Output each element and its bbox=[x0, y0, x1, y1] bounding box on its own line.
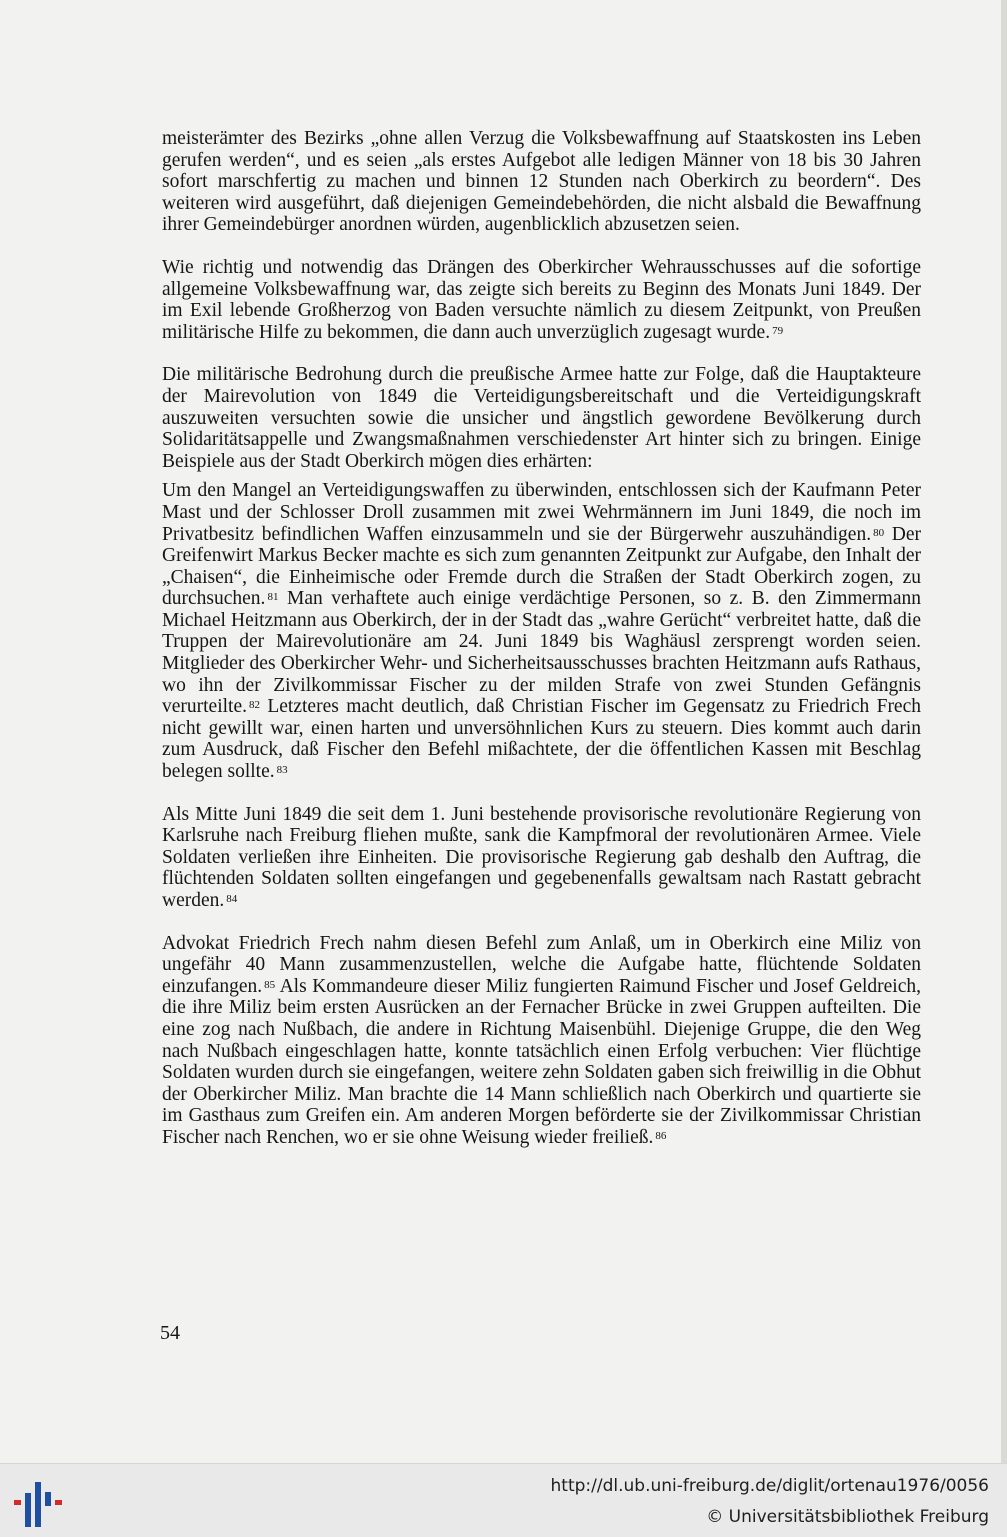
paragraph-4 bbox=[162, 480, 921, 782]
paragraph-5-text: Als Mitte Juni 1849 die seit dem 1. Juni bestehende provisorische revolutionäre Regierung von Karlsruhe nach Freiburg fliehen mußte, sank die Kampfmoral der revolutionären Armee. Viele Soldaten verließen ihre Einheiten. Die provisorische Regierung gab deshalb den Auftrag, die flüchtenden Soldaten sollten eingefangen und gegebenenfalls gewaltsam nach Rastatt gebracht werden. bbox=[162, 803, 921, 911]
paragraph-4-segment-3: Man verhaftete auch einige verdächtige Personen, so z. B. den Zimmermann Michael Heitzmann aus Oberkirch, der in der Stadt das „wahre Gerücht“ verbreitet hatte, daß die Truppen der Mairevolutionäre am 24. Juni 1849 bis Waghäusl zersprengt worden seien. Mitglieder des Oberkircher Wehr- und Sicherheitsausschusses brachten Heitzmann aufs Rathaus, wo ihn der Zivilkommissar Fischer zu der milden Strafe von zwei Stunden Gefängnis verurteilte. bbox=[162, 588, 921, 718]
paragraph-4-segment-2: Der Greifenwirt Markus Becker machte es sich zum genannten Zeitpunkt zur Aufgabe, den Inhalt der „Chaisen“, die Einheimische oder Fremde durch die Straßen der Stadt Oberkirch zogen, zu durchsuchen. bbox=[162, 523, 922, 610]
paragraph-2 bbox=[162, 257, 921, 343]
footnote-ref-84[interactable]: 84 bbox=[226, 893, 238, 905]
footnote-ref-86[interactable]: 86 bbox=[655, 1129, 667, 1142]
paragraph-2-text: Wie richtig und notwendig das Drängen des Oberkircher Wehrausschusses auf die sofortige allgemeine Volksbewaffnung war, das zeigte sich bereits zu Beginn des Monats Juni 1849. Der im Exil lebende Großherzog von Baden versuchte nämlich zu diesem Zeitpunkt, von Preußen militärische Hilfe zu bekommen, die dann auch unverzüglich zugesagt wurde. bbox=[162, 256, 921, 343]
copyright-notice: © Universitätsbibliothek Freiburg bbox=[706, 1507, 989, 1527]
footnote-ref-80[interactable]: 80 bbox=[873, 526, 885, 539]
paragraph-6-segment-2: Als Kommandeure dieser Miliz fungierten Raimund Fischer und Josef Geldreich, die ihre Miliz beim ersten Ausrücken an der Fernacher Brücke in zwei Gruppen aufteilten. Die eine zog nach Nußbach, die andere in Richtung Maisenbühl. Diejenige Gruppe, die den Weg nach Nußbach eingeschlagen hatte, konnte tatsächlich einen Erfolg verbuchen: Vier flüchtige Soldaten wurden durch sie eingefangen, weitere zehn Soldaten gaben sich freiwillig in die Obhut der Oberkircher Miliz. Man brachte die 14 Mann schließlich nach Oberkirch und quartierte sie im Gasthaus zum Greifen ein. Am anderen Morgen beförderte sie der Zivilkommissar Christian Fischer nach Renchen, wo er sie ohne Weisung wieder freiließ. bbox=[162, 975, 921, 1148]
paragraph-3-text: Die militärische Bedrohung durch die preußische Armee hatte zur Folge, daß die Hauptakteure der Mairevolution von 1849 die Verteidigungsbereitschaft und die Verteidigungskraft auszuweiten versuchten sowie die unsicher und ängstlich gewordene Bevölkerung durch Solidaritätsappelle und Zwangsmaßnahmen verschiedenster Art hinter sich zu bringen. Einige Beispiele aus der Stadt Oberkirch mögen dies erhärten: bbox=[162, 364, 921, 472]
paragraph-1-text: meisterämter des Bezirks „ohne allen Verzug die Volksbewaffnung auf Staatskosten ins Leben gerufen werden“, und es seien „als erstes Aufgebot alle ledigen Männer von 18 bis 30 Jahren sofort marschfertig zu machen und binnen 12 Stunden nach Oberkirch zu beordern“. Des weiteren wird ausgeführt, daß diejenigen Gemeindebehörden, die nicht alsbald die Bewaffnung ihrer Gemeindebürger anordnen würden, augenblicklich abzusetzen seien. bbox=[162, 128, 921, 236]
footnote-ref-82[interactable]: 82 bbox=[249, 699, 260, 712]
viewer-footer bbox=[0, 1463, 1007, 1537]
paragraph-4-segment-1: Um den Mangel an Verteidigungswaffen zu überwinden, entschlossen sich der Kaufmann Peter Mast und der Schlosser Droll zusammen mit zwei Wehrmännern im Juni 1849, die noch im Privatbesitz befindlichen Waffen einzusammeln und sie der Bürgerwehr auszuhändigen. bbox=[162, 480, 921, 545]
paragraph-3 bbox=[162, 364, 921, 472]
document-body bbox=[162, 128, 921, 1149]
paragraph-6 bbox=[162, 933, 921, 1149]
footnote-ref-83[interactable]: 83 bbox=[276, 764, 288, 777]
footnote-ref-85[interactable]: 85 bbox=[264, 978, 276, 991]
paragraph-5 bbox=[162, 804, 921, 912]
footnote-ref-79[interactable]: 79 bbox=[772, 324, 784, 337]
footnote-ref-81[interactable]: 81 bbox=[267, 591, 279, 604]
paragraph-6-segment-1: Advokat Friedrich Frech nahm diesen Befehl zum Anlaß, um in Oberkirch eine Miliz von ungefähr 40 Mann zusammenzustellen, welche die Aufgabe hatte, flüchtende Soldaten einzufangen. bbox=[162, 932, 921, 997]
ub-freiburg-logo-icon[interactable] bbox=[10, 1476, 66, 1532]
page-number: 54 bbox=[160, 1322, 180, 1344]
page-edge bbox=[1001, 0, 1007, 1463]
paragraph-4-segment-4: Letzteres macht deutlich, daß Christian Fischer im Gegensatz zu Friedrich Frech nicht gewillt war, einen harten und unversöhnlichen Kurs zu steuern. Dies kommt auch darin zum Ausdruck, daß Fischer den Befehl mißachtete, der die öffentlichen Kassen mit Beschlag belegen sollte. bbox=[162, 696, 921, 783]
permalink-url[interactable]: http://dl.ub.uni-freiburg.de/diglit/ortenau1976/0056 bbox=[550, 1476, 989, 1496]
paragraph-1 bbox=[162, 128, 921, 236]
